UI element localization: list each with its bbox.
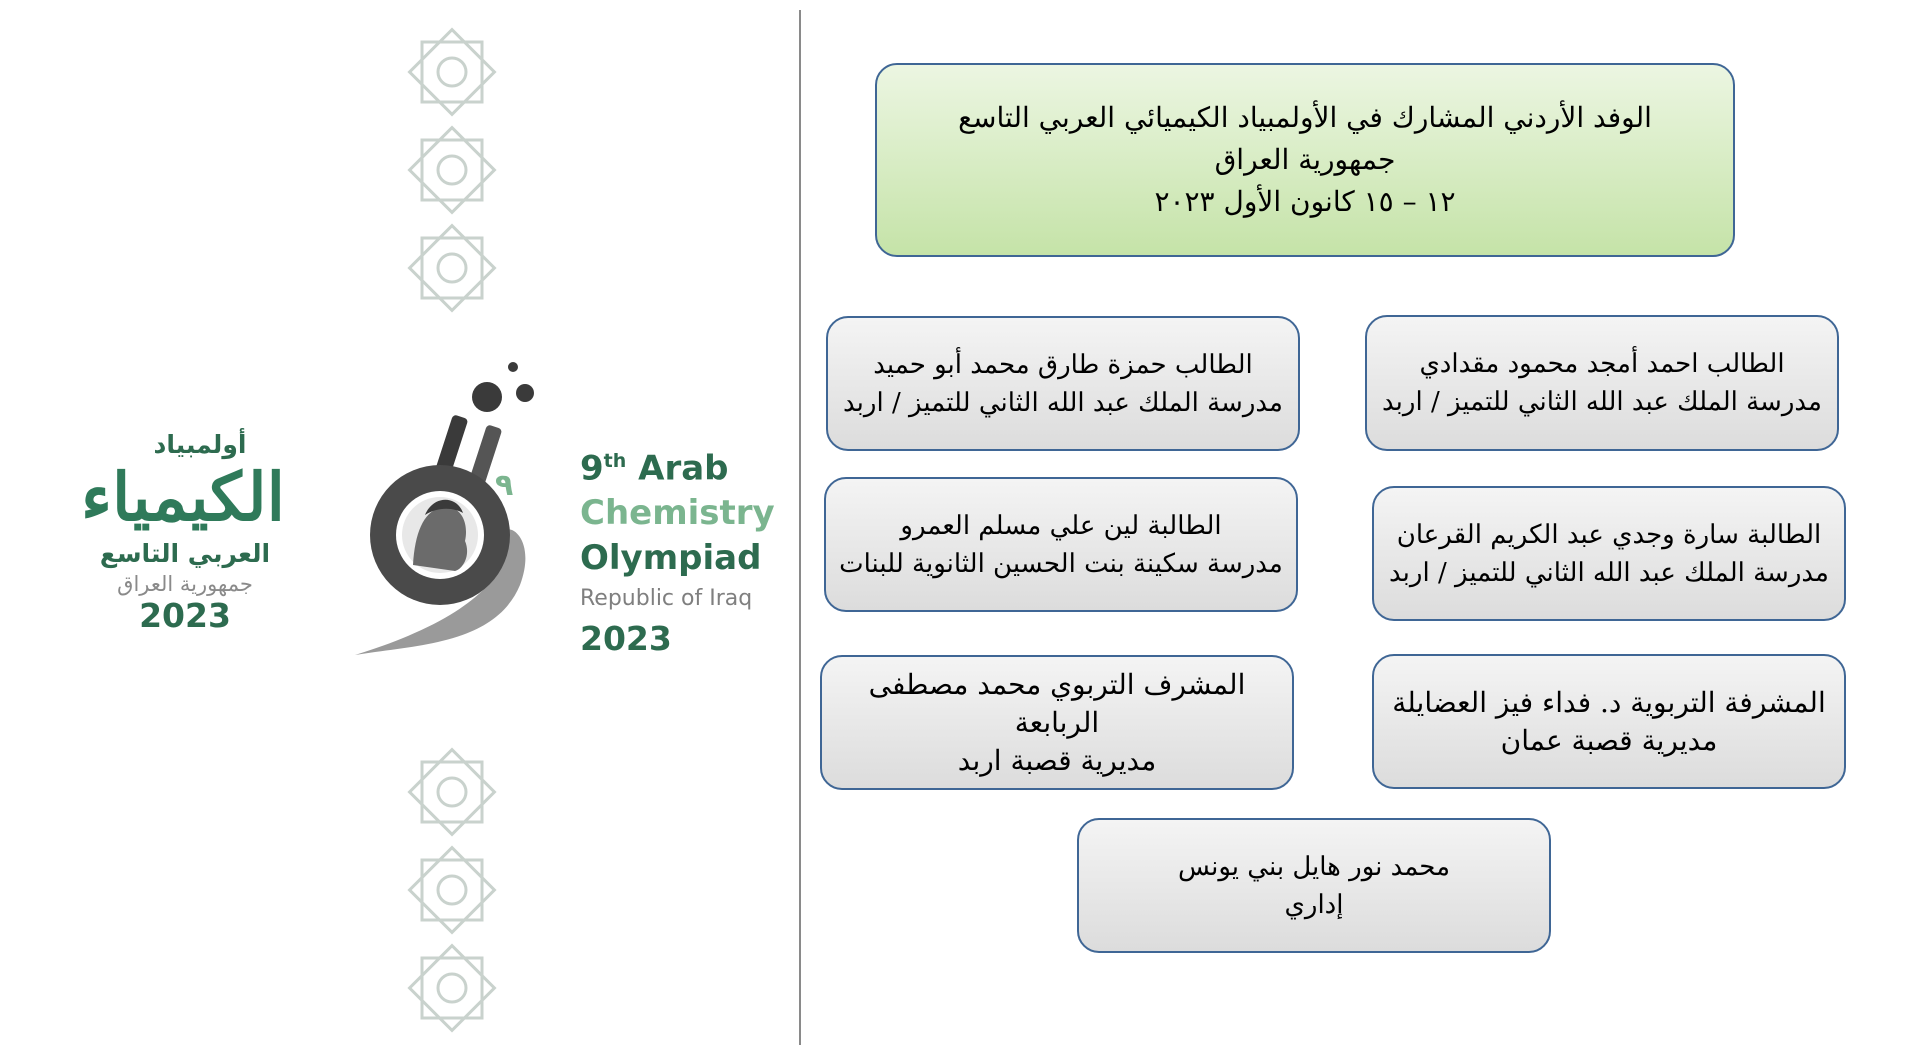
english-logo-line4: Republic of Iraq	[580, 586, 753, 612]
vertical-divider	[799, 10, 801, 1045]
english-logo-line2: Chemistry	[580, 493, 775, 534]
member-detail: مديرية قصبة اربد	[957, 743, 1157, 777]
member-detail: مدرسة سكينة بنت الحسين الثانوية للبنات	[839, 548, 1283, 579]
member-name: الطالب حمزة طارق محمد أبو حميد	[873, 349, 1253, 380]
header-box	[875, 63, 1735, 257]
member-detail: مديرية قصبة عمان	[1500, 723, 1718, 757]
member-detail: مدرسة الملك عبد الله الثاني للتميز / اربد	[1382, 387, 1822, 417]
english-logo-line1	[580, 440, 775, 490]
ornament-top	[400, 20, 504, 320]
member-name: الطالبة سارة وجدي عبد الكريم القرعان	[1396, 519, 1822, 550]
ornament-bottom	[400, 740, 504, 1040]
member-detail: إداري	[1284, 889, 1344, 920]
logo-ordinal-suffix: th	[603, 450, 627, 472]
header-line2: جمهورية العراق	[1214, 143, 1396, 176]
member-card	[826, 316, 1300, 451]
member-detail: مدرسة الملك عبد الله الثاني للتميز / اربد	[843, 387, 1283, 418]
member-card	[1365, 315, 1839, 451]
english-logo-line3: Olympiad	[580, 538, 762, 579]
arabic-logo-line4: جمهورية العراق	[117, 572, 253, 596]
olympiad-emblem	[345, 355, 555, 669]
arabic-logo-line2: الكيمياء	[80, 458, 285, 536]
member-card	[1077, 818, 1551, 953]
member-name: محمد نور هايل بني يونس	[1177, 851, 1451, 882]
member-detail: مدرسة الملك عبد الله الثاني للتميز / اربد	[1389, 557, 1829, 588]
member-name: المشرفة التربوية د. فداء فيز العضايلة	[1392, 685, 1826, 719]
logo-line1-rest: Arab	[638, 448, 729, 489]
arabic-logo-line3: العربي التاسع	[99, 539, 271, 568]
arabic-logo-line1: أولمبياد	[153, 430, 247, 459]
member-name: الطالبة لين علي مسلم العمرو	[900, 510, 1222, 541]
header-line1: الوفد الأردني المشارك في الأولمبياد الكيميائي العربي التاسع	[958, 101, 1652, 134]
logo-ordinal: 9	[580, 448, 604, 489]
arabic-olympiad-logo	[80, 430, 285, 635]
header-line3: ١٢ – ١٥ كانون الأول ٢٠٢٣	[1154, 185, 1456, 218]
member-card	[820, 655, 1294, 790]
member-card	[824, 477, 1298, 612]
english-olympiad-logo	[580, 440, 775, 658]
member-card	[1372, 486, 1846, 621]
member-card	[1372, 654, 1846, 789]
member-name: المشرف التربوي محمد مصطفى الربابعة	[868, 667, 1246, 739]
emblem-numeral: ٩	[495, 468, 514, 503]
arabic-logo-year: 2023	[139, 596, 231, 635]
english-logo-year: 2023	[580, 619, 672, 659]
member-name: الطالب احمد أمجد محمود مقدادي	[1419, 349, 1785, 379]
